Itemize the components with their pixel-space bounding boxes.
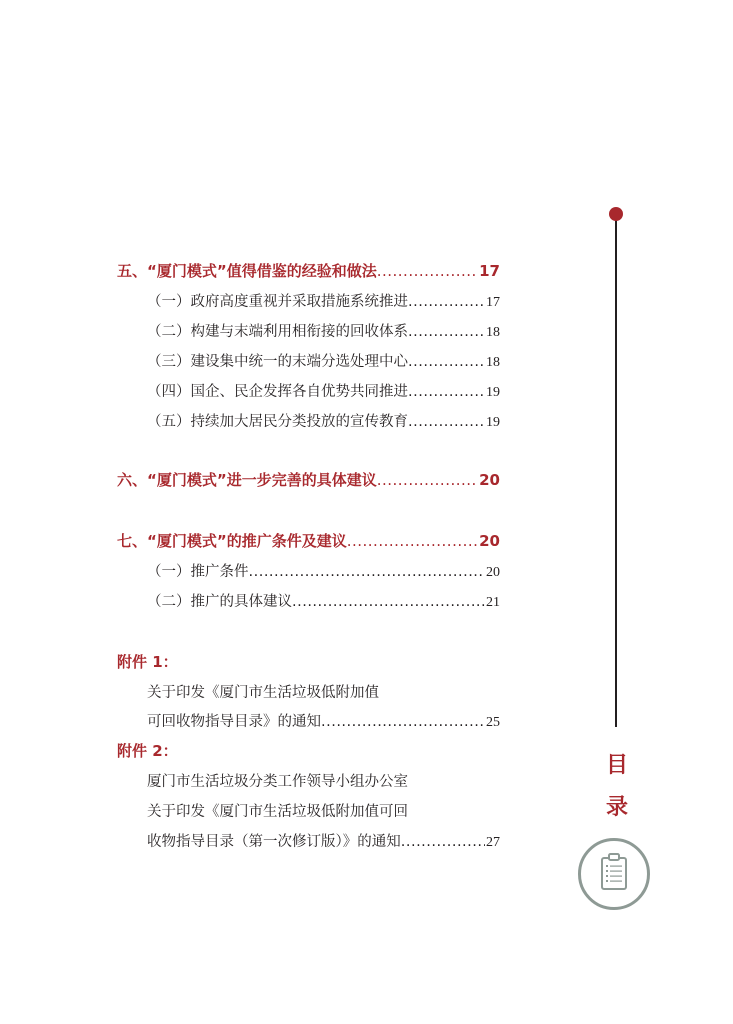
dot-leader: [377, 471, 478, 489]
toc-title: （三）建设集中统一的末端分选处理中心: [147, 354, 408, 370]
side-title-char-2: 录: [605, 795, 628, 820]
toc-page: 20: [486, 565, 500, 580]
toc-page: 20: [479, 471, 500, 489]
toc-page: 17: [479, 262, 500, 280]
toc-item-5-5[interactable]: [147, 410, 500, 431]
dot-leader: [408, 354, 485, 370]
toc-item-5-1[interactable]: [147, 290, 500, 311]
toc-title: 可回收物指导目录》的通知: [147, 714, 321, 730]
dot-leader: [321, 714, 485, 730]
dot-leader: [377, 262, 478, 280]
toc-page: 17: [486, 295, 500, 310]
toc-title: （五）持续加大居民分类投放的宣传教育: [147, 414, 408, 430]
dot-leader: [408, 414, 485, 430]
toc-item-5-2[interactable]: [147, 320, 500, 341]
toc-item-7-1[interactable]: [147, 560, 500, 581]
toc-title: 七、“厦门模式”的推广条件及建议: [117, 532, 347, 550]
dot-leader: [249, 564, 486, 580]
toc-page: 18: [486, 355, 500, 370]
toc-section-6[interactable]: [117, 469, 500, 490]
toc-title: （一）政府高度重视并采取措施系统推进: [147, 294, 408, 310]
annex-1-label: 附件 1：: [117, 653, 178, 671]
toc-item-7-2[interactable]: [147, 590, 500, 611]
dot-leader: [292, 594, 485, 610]
toc-page: 21: [486, 595, 500, 610]
toc-page: 25: [486, 715, 500, 730]
clipboard-list-icon: [578, 838, 650, 910]
toc-title: 收物指导目录（第一次修订版）》的通知: [147, 834, 401, 850]
toc-page: 19: [486, 385, 500, 400]
red-dot: [609, 207, 623, 221]
toc-page: 20: [479, 532, 500, 550]
toc-title: （二）推广的具体建议: [147, 594, 292, 610]
toc-title: （二）构建与末端利用相衔接的回收体系: [147, 324, 408, 340]
annex-2-line-2[interactable]: 关于印发《厦门市生活垃圾低附加值可回: [147, 804, 408, 820]
side-title-char-1: 目: [605, 753, 628, 778]
toc-item-5-4[interactable]: [147, 380, 500, 401]
annex-2-line-1[interactable]: 厦门市生活垃圾分类工作领导小组办公室: [147, 774, 408, 790]
annex-2-entry[interactable]: [147, 830, 500, 851]
toc-title: 五、“厦门模式”值得借鉴的经验和做法: [117, 262, 377, 280]
vertical-rule: [615, 216, 617, 727]
dot-leader: [408, 294, 485, 310]
annex-2-label: 附件 2：: [117, 742, 178, 760]
toc-title: （一）推广条件: [147, 564, 249, 580]
toc-item-5-3[interactable]: [147, 350, 500, 371]
dot-leader: [408, 324, 485, 340]
toc-page: 18: [486, 325, 500, 340]
toc-page: 27: [486, 835, 500, 850]
dot-leader: [408, 384, 485, 400]
dot-leader: [347, 532, 478, 550]
annex-1-entry[interactable]: [147, 710, 500, 731]
annex-1-line-1[interactable]: 关于印发《厦门市生活垃圾低附加值: [147, 685, 379, 701]
toc-section-7[interactable]: [117, 530, 500, 551]
dot-leader: [401, 834, 485, 850]
toc-title: 六、“厦门模式”进一步完善的具体建议: [117, 471, 377, 489]
toc-page: 19: [486, 415, 500, 430]
toc-title: （四）国企、民企发挥各自优势共同推进: [147, 384, 408, 400]
toc-section-5[interactable]: [117, 260, 500, 281]
